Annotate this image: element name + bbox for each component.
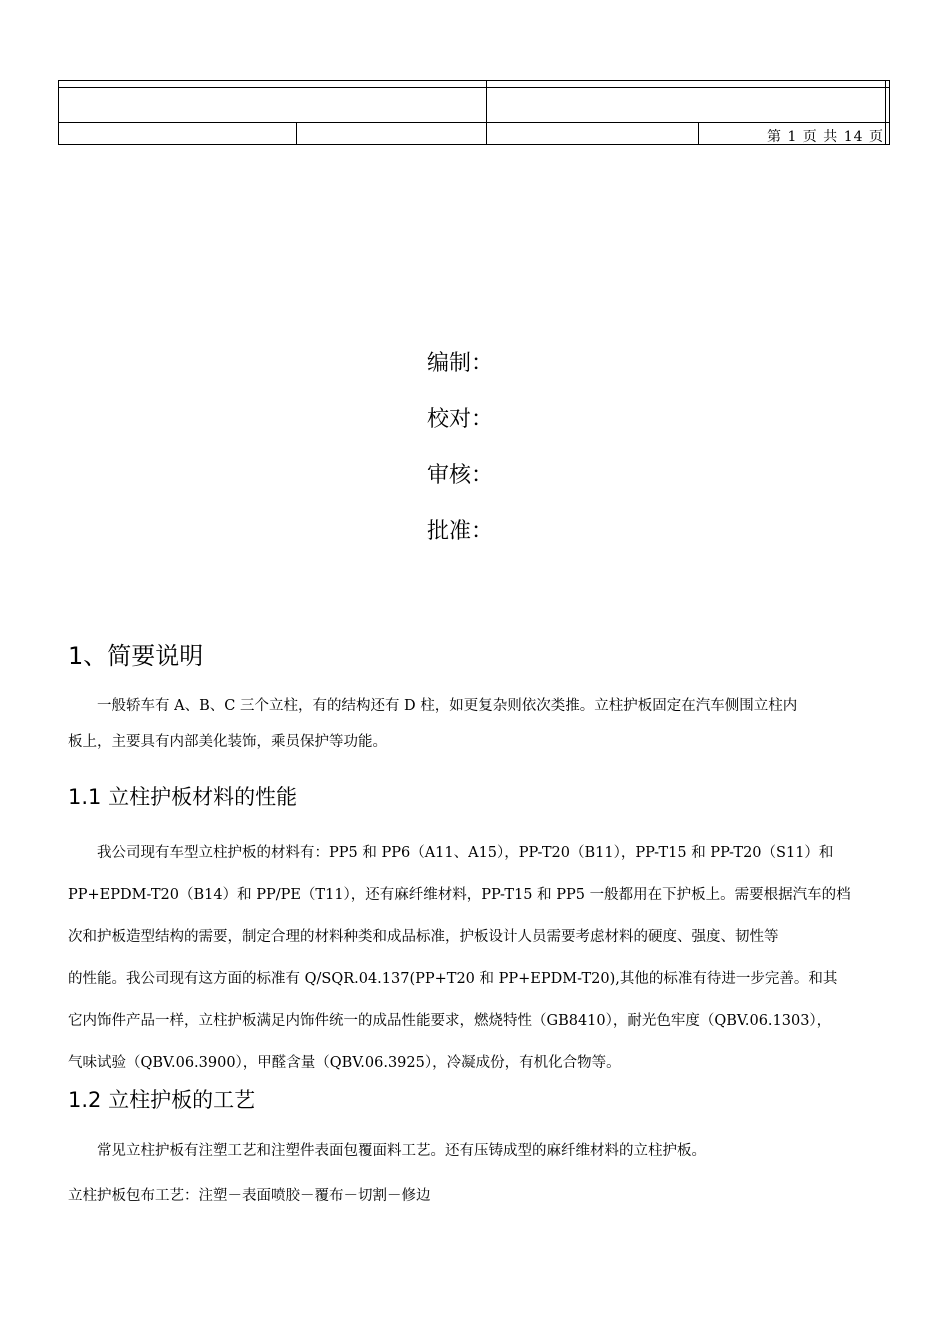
page-indicator: 第 1 页 共 14 页 — [767, 129, 884, 145]
paragraph-line: 它内饰件产品一样，立柱护板满足内饰件统一的成品性能要求，燃烧特性（GB8410），耐光色牢度（QBV.06.1303）， — [68, 1013, 832, 1029]
header-inner-top-rule — [59, 87, 889, 88]
paragraph-line: 气味试验（QBV.06.3900），甲醛含量（QBV.06.3925），冷凝成份，有机化合物等。 — [68, 1055, 621, 1071]
paragraph-line: 板上，主要具有内部美化装饰，乘员保护等功能。 — [68, 734, 387, 750]
section-1-2-process-line: 立柱护板包布工艺：注塑－表面喷胶－覆布－切割－修边 — [68, 1188, 431, 1204]
header-row-divider — [59, 122, 889, 123]
signoff-review: 审核： — [427, 463, 494, 488]
section-1-title: 1、简要说明 — [68, 642, 204, 670]
document-header-table — [58, 80, 890, 145]
header-left-cell-divider — [296, 122, 297, 145]
paragraph-line: 次和护板造型结构的需要，制定合理的材料种类和成品标准，护板设计人员需要考虑材料的硬度、强度、韧性等 — [68, 929, 779, 945]
paragraph-line: 我公司现有车型立柱护板的材料有：PP5 和 PP6（A11、A15），PP-T20（B11），PP-T15 和 PP-T20（S11）和 — [97, 845, 834, 861]
section-1-2-title: 1.2 立柱护板的工艺 — [68, 1088, 256, 1112]
header-right-cell-divider — [698, 122, 699, 145]
paragraph-line: PP+EPDM-T20（B14）和 PP/PE（T11），还有麻纤维材料，PP-T15 和 PP5 一般都用在下护板上。需要根据汽车的档 — [68, 887, 851, 903]
paragraph-line: 一般轿车有 A、B、C 三个立柱，有的结构还有 D 柱，如更复杂则依次类推。立柱护板固定在汽车侧围立柱内 — [97, 698, 798, 714]
paragraph-line: 常见立柱护板有注塑工艺和注塑件表面包覆面料工艺。还有压铸成型的麻纤维材料的立柱护板。 — [97, 1143, 706, 1159]
signoff-approve: 批准： — [427, 519, 494, 544]
signoff-compile: 编制： — [427, 351, 494, 376]
header-center-divider — [486, 81, 487, 145]
header-right-inner-rule — [885, 81, 886, 145]
section-1-1-paragraph — [68, 832, 886, 1084]
paragraph-line: 的性能。我公司现有这方面的标准有 Q/SQR.04.137(PP+T20 和 PP+EPDM-T20),其他的标准有待进一步完善。和其 — [68, 971, 838, 987]
section-1-paragraph — [68, 692, 886, 756]
section-1-1-title: 1.1 立柱护板材料的性能 — [68, 785, 298, 809]
signoff-proofread: 校对： — [427, 407, 494, 432]
section-1-2-paragraph — [68, 1137, 886, 1165]
